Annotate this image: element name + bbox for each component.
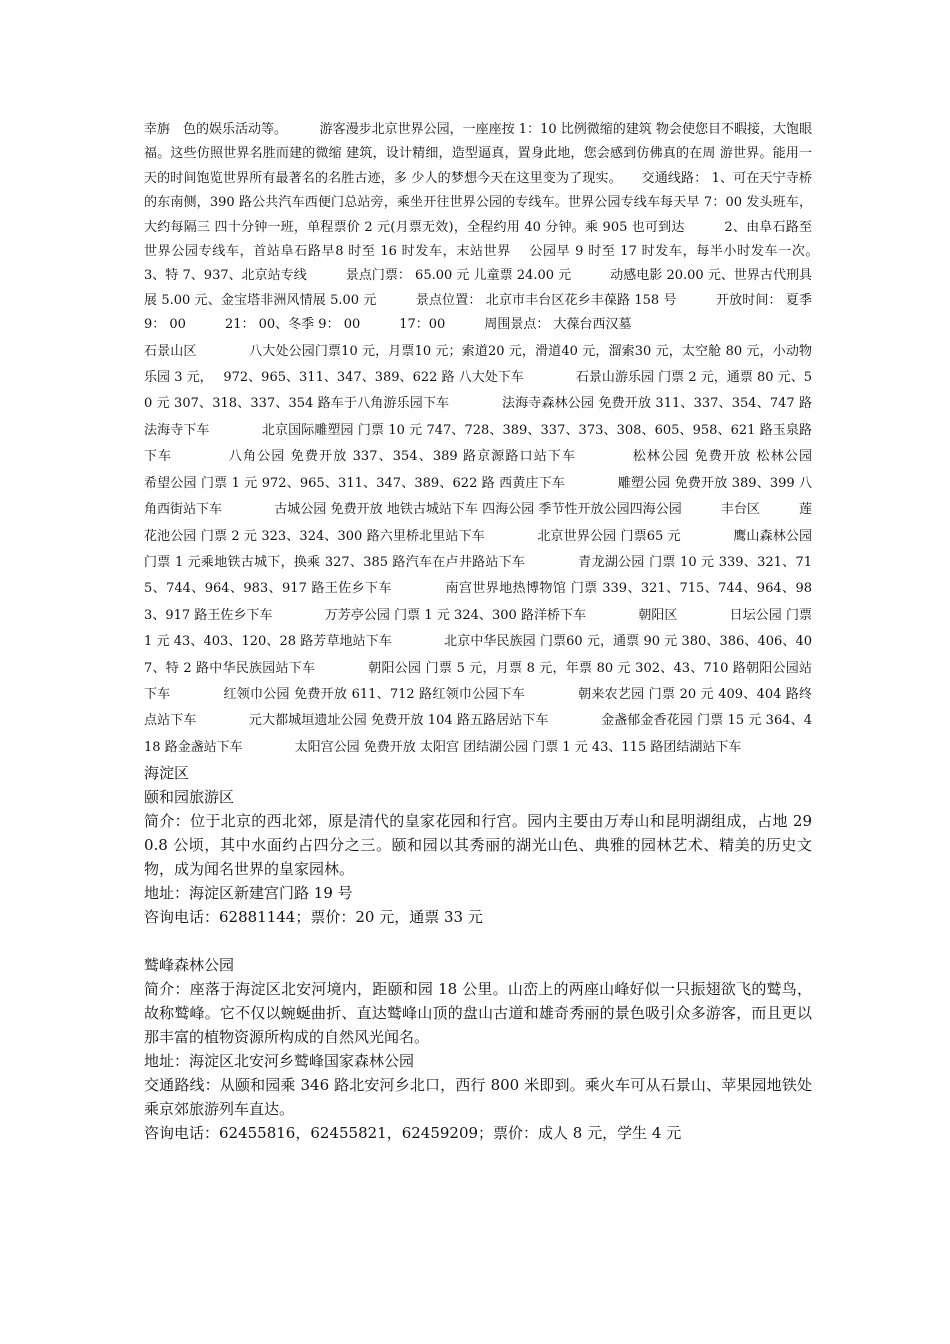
entry-address: 地址：海淀区新建宫门路 19 号	[144, 884, 353, 903]
entry-title-jiufeng-forest-park: 鹫峰森林公园	[144, 956, 235, 975]
world-park-paragraph: 幸旃 色的娱乐活动等。 游客漫步北京世界公园，一座座按 1：10 比例微缩的建筑 物会使您目不暇接，大饱眼福。这些仿照世界名胜而建的微缩 建筑，设计精细，造型逼真，置身此地，您会感到仿佛真的在周 游世界。能用一天的时间饱览世界所有最著名的名胜古迹，多 少人的梦想今天在这里变为了现实。 交通线路： 1、可在天宁寺桥的东南侧，390 路公共汽车西便门总站旁，乘坐开往世界公园的专线车。世界公园专线车每天早 7：00 发头班车，大约每隔三 四十分钟一班，单程票价 2 元(月票无效)，全程约用 40 分钟。乘 905 也可到达 2、由阜石路至世界公园专线车，首站阜石路早8 时至 16 时发车，末站世界 公园早 9 时至 17 时发车，每半小时发车一次。 3、特 7、937、北京站专线 景点门票： 65.00 元 儿童票 24.00 元 动感电影 20.00 元、世界古代刑具展 5.00 元、金宝塔非洲风情展 5.00 元 景点位置： 北京市丰台区花乡丰葆路 158 号 开放时间： 夏季 9： 00 21： 00、冬季 9： 00 17：00 周围景点： 大葆台西汉墓	[144, 122, 852, 333]
entry-title-summer-palace: 颐和园旅游区	[144, 788, 235, 807]
document-page	[144, 118, 865, 1145]
blank-line	[144, 929, 812, 953]
entry-transport: 交通路线：从颐和园乘 346 路北安河乡北口，西行 800 米即到。乘火车可从石景山、苹果园地铁处乘京郊旅游列车直达。	[144, 1076, 812, 1119]
entry-intro: 简介：位于北京的西北郊，原是清代的皇家花园和行宫。园内主要由万寿山和昆明湖组成，占地 290.8 公顷，其中水面约占四分之三。颐和园以其秀丽的湖光山色、典雅的园林艺术、精美的历史文物，成为闻名世界的皇家园林。	[144, 812, 812, 879]
entry-address: 地址：海淀区北安河乡鹫峰国家森林公园	[144, 1052, 415, 1071]
district-heading: 海淀区	[144, 764, 190, 783]
entry-phone-price: 咨询电话：62455816，62455821，62459209；票价：成人 8 元，学生 4 元	[144, 1124, 682, 1143]
entry-phone-price: 咨询电话：62881144；票价：20 元，通票 33 元	[144, 908, 483, 927]
world-park-and-district-listing	[144, 118, 865, 761]
entry-intro: 简介：座落于海淀区北安河境内，距颐和园 18 公里。山峦上的两座山峰好似一只振翅欲飞的鹫鸟，故称鹫峰。它不仅以蜿蜒曲折、直达鹫峰山顶的盘山古道和雄奇秀丽的景色吸引众多游客，而且更以那丰富的植物资源所构成的自然风光闻名。	[144, 980, 812, 1047]
haidian-section	[144, 761, 812, 1145]
district-parks-paragraph: 石景山区 八大处公园门票10 元，月票10 元；索道20 元，滑道40 元，溜索30 元，太空舱 80 元，小动物乐园 3 元， 972、965、311、347、389、622 路 八大处下车 石景山游乐园 门票 2 元，通票 80 元、50 元 307、318、337、354 路车于八角游乐园下车 法海寺森林公园 免费开放 311、337、354、747 路法海寺下车 北京国际雕塑园 门票 10 元 747、728、389、337、373、308、605、958、621 路玉泉路下车 八角公园 免费开放 337、354、389 路京源路口站下车 松林公园 免费开放 松林公园 希望公园 门票 1 元 972、965、311、347、389、622 路 西黄庄下车 雕塑公园 免费开放 389、399 八角西街站下车 古城公园 免费开放 地铁古城站下车 四海公园 季节性开放公园四海公园 丰台区 莲花池公园 门票 2 元 323、324、300 路六里桥北里站下车 北京世界公园 门票65 元 鹰山森林公园 门票 1 元乘地铁古城下，换乘 327、385 路汽车在卢井路站下车 青龙湖公园 门票 10 元 339、321、715、744、964、983、917 路王佐乡下车 南宫世界地热博物馆 门票 339、321、715、744、964、983、917 路王佐乡下车 万芳亭公园 门票 1 元 324、300 路洋桥下车 朝阳区 日坛公园 门票 1 元 43、403、120、28 路芳草地站下车 北京中华民族园 门票60 元，通票 90 元 380、386、406、407、特 2 路中华民族园站下车 朝阳公园 门票 5 元，月票 8 元，年票 80 元 302、43、710 路朝阳公园站下车 红领巾公园 免费开放 611、712 路红领巾公园下车 朝来农艺园 门票 20 元 409、404 路终点站下车 元大都城垣遗址公园 免费开放 104 路五路居站下车 金盏郁金香花园 门票 15 元 364、418 路金盏站下车 太阳宫公园 免费开放 太阳宫 团结湖公园 门票 1 元 43、115 路团结湖站下车	[144, 343, 865, 755]
